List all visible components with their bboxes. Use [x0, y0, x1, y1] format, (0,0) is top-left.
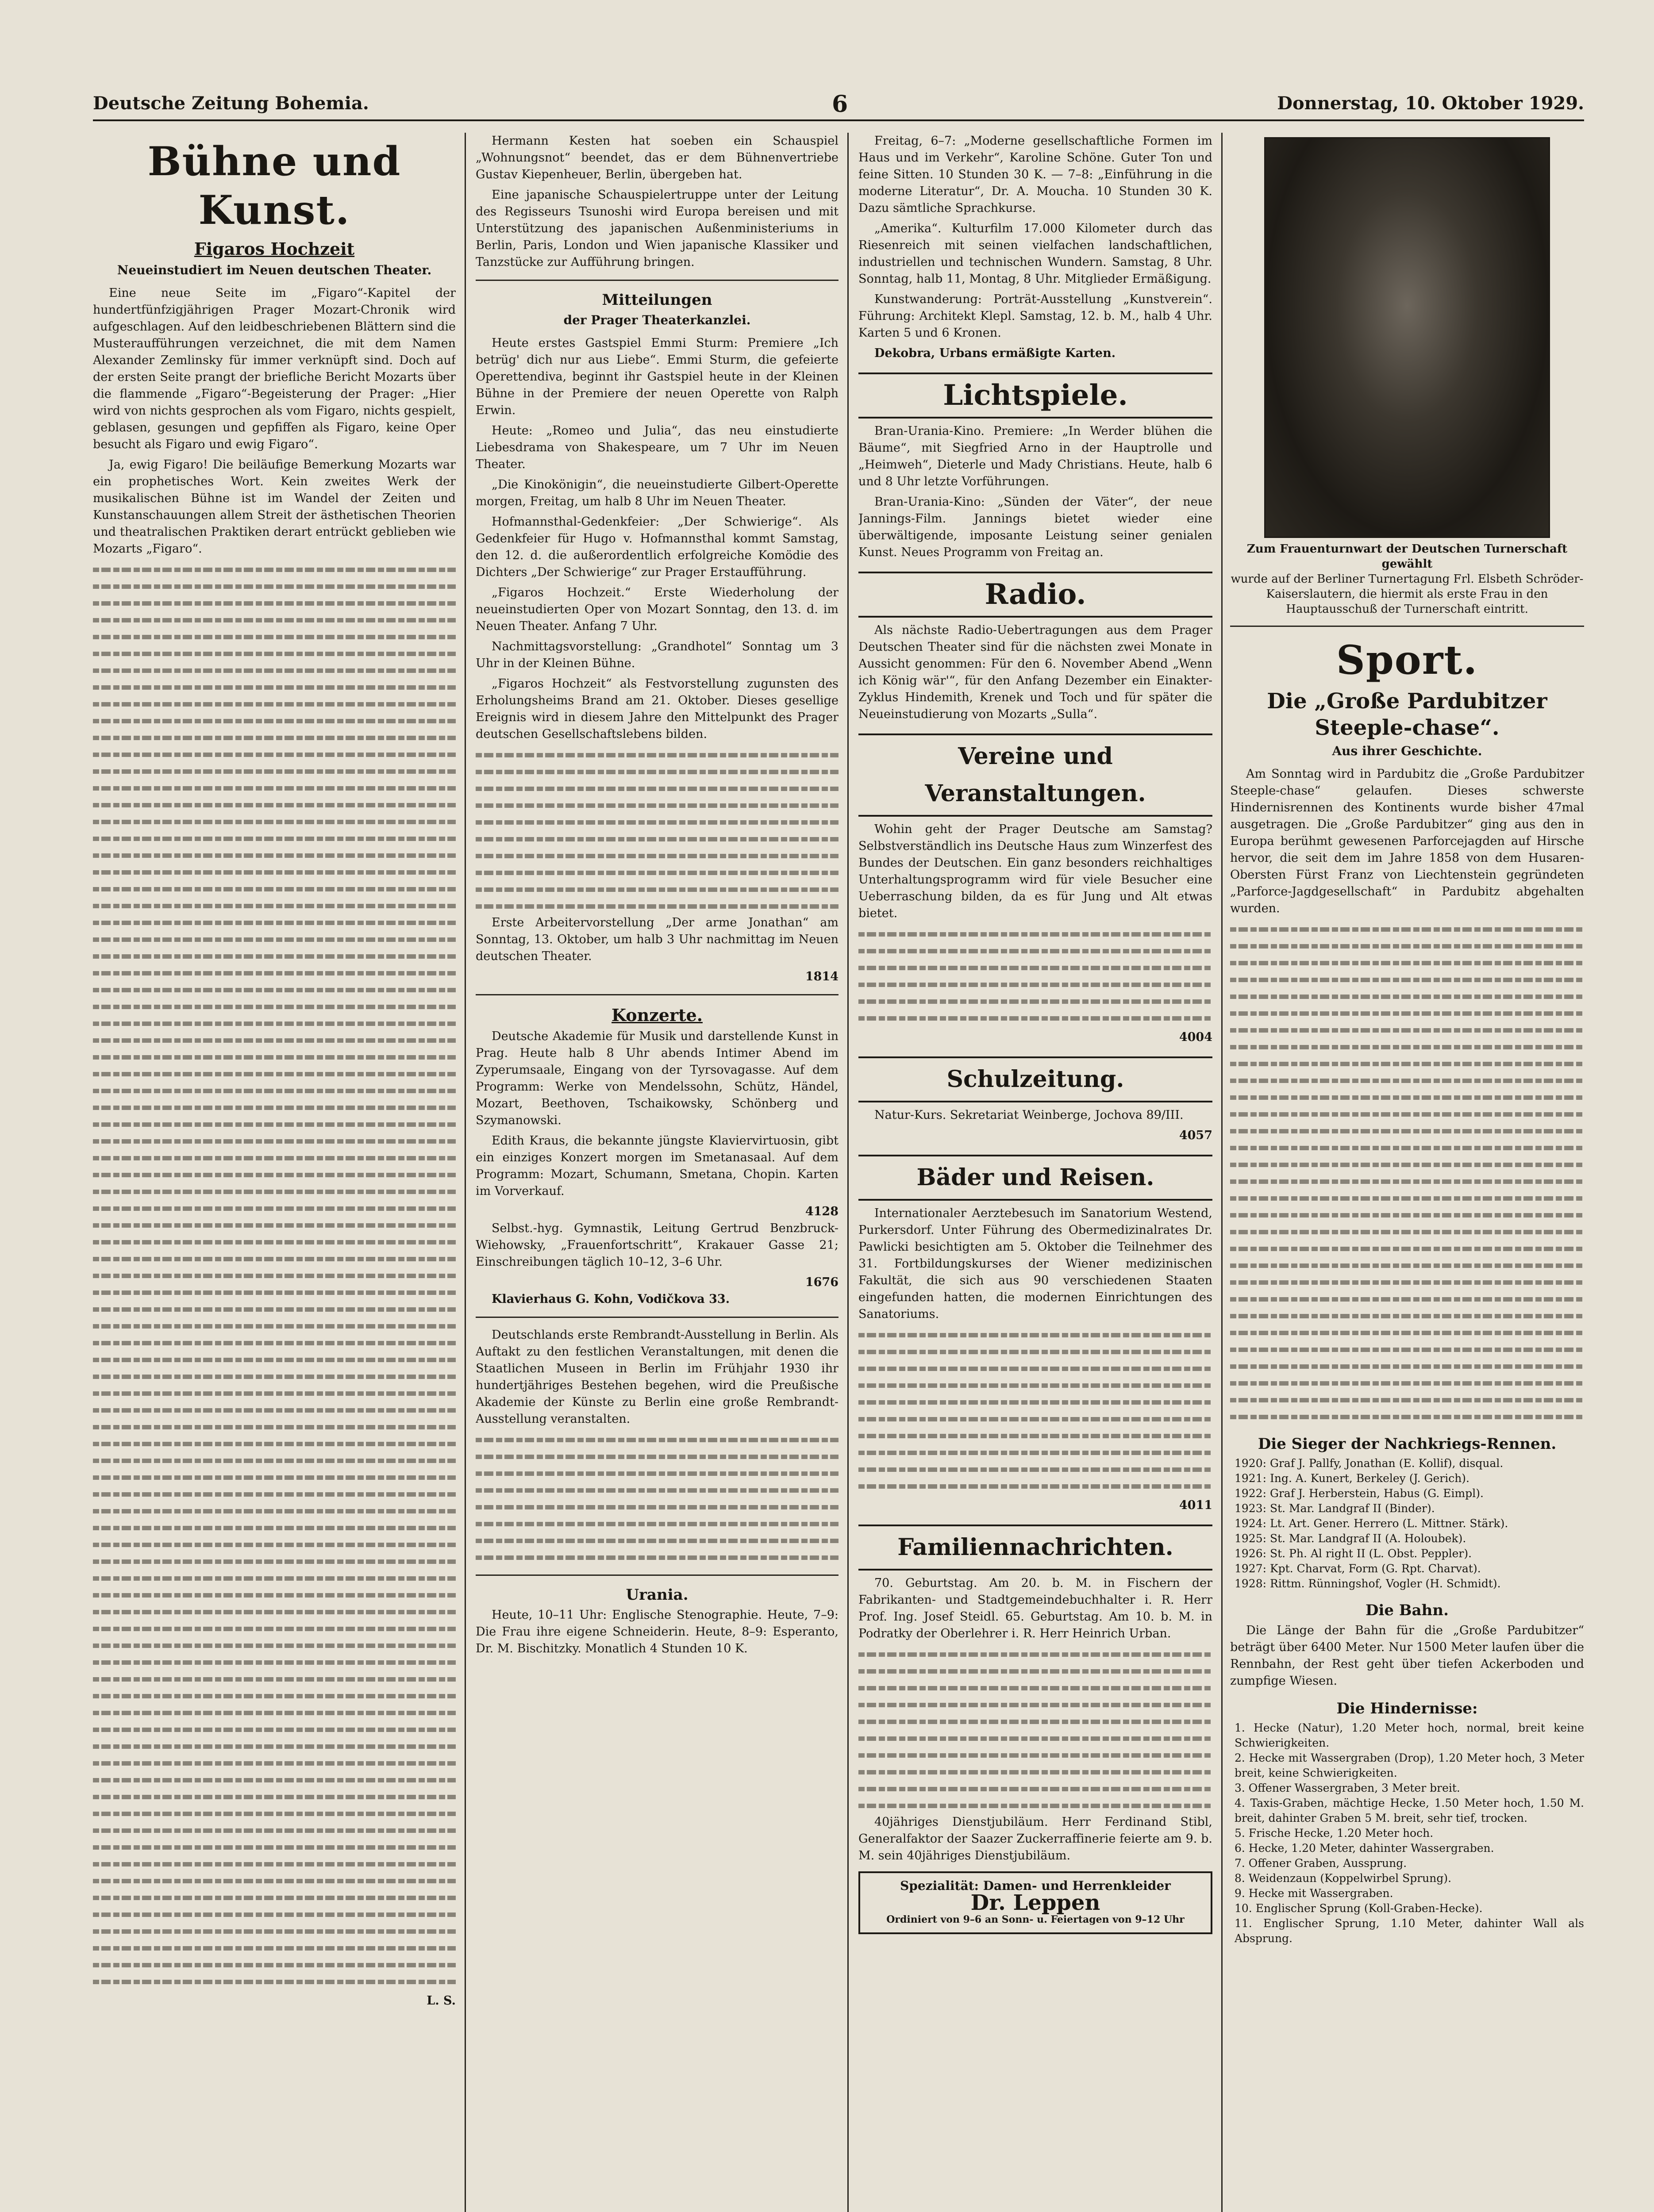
text-line — [476, 1465, 839, 1482]
news-item: Deutsche Akademie für Musik und darstellende Kunst in Prag. Heute halb 8 Uhr abends Intimer Abend im Zyperumsaale, Eingang von der Tyrsovagasse. Auf dem Programm: Werke von Mendelssohn, Schütz, Händel, Mozart, Beethoven, Tschaikowsky, Schönberg und Szymanowski. — [476, 1029, 839, 1127]
text-line — [93, 1385, 456, 1402]
column-sport — [1230, 133, 1584, 2212]
text-line — [93, 1973, 456, 1990]
baeder-title: Bäder und Reisen. — [858, 1155, 1212, 1201]
article-paragraph: Eine neue Seite im „Figaro“-Kapitel der hundertfünfzigjährigen Prager Mozart-Chronik wird aufgeschlagen. Auf den leidbeschriebenen Blättern sind die Musteraufführungen verzeichnet, die mit dem Namen Alexander Zemlinsky für immer verknüpft sind. Doch auf der ersten Seite prangt der briefliche Bericht Mozarts über die flammende „Figaro“-Begeisterung der Prager: „Hier wird von nichts gesprochen als vom Figaro, nichts gespielt, geblasen, gesungen und gepfiffen als Figaro, keine Oper besucht als Figaro und ewig Figaro“. — [93, 286, 456, 451]
text-line — [93, 931, 456, 948]
news-item: Hofmannsthal-Gedenkfeier: „Der Schwierige“. Als Gedenkfeier für Hugo v. Hofmannsthal kommt Samstag, den 12. d. die außerordentlich erfolgreiche Komödie des Dichters „Der Schwierige“ zur Prager Erstaufführung. — [476, 515, 839, 579]
familie-title: Familiennachrichten. — [858, 1525, 1212, 1571]
news-item: Natur-Kurs. Sekretariat Weinberge, Jochova 89/III. — [874, 1108, 1184, 1122]
text-line — [858, 1713, 1212, 1730]
news-item: Kunstwanderung: Porträt-Ausstellung „Kunstverein“. Führung: Architekt Klepl. Samstag, 12. b. M., halb 4 Uhr. Karten 5 und 6 Kronen. — [858, 292, 1212, 340]
text-line — [1230, 1055, 1584, 1072]
text-line — [93, 729, 456, 746]
text-line — [93, 1452, 456, 1469]
text-line — [93, 880, 456, 897]
text-line — [93, 1334, 456, 1351]
news-item: Klavierhaus G. Kohn, Vodičkova 33. — [492, 1292, 730, 1306]
text-line — [858, 926, 1212, 942]
sport-title: Sport. — [1336, 637, 1478, 684]
text-line — [858, 1797, 1212, 1814]
obstacle-entry: 11. Englischer Sprung, 1.10 Meter, dahinter Wall als Absprung. — [1235, 1917, 1584, 1945]
text-line — [93, 897, 456, 914]
vereine-title: Vereine und Veranstaltungen. — [858, 733, 1212, 817]
text-line — [93, 1149, 456, 1166]
text-line — [1230, 1274, 1584, 1290]
text-line — [93, 1704, 456, 1721]
text-line — [93, 1233, 456, 1250]
ad-name: Dr. Leppen — [970, 1890, 1100, 1915]
text-line — [1230, 1005, 1584, 1022]
news-item: Eine japanische Schauspielertruppe unter der Leitung des Regisseurs Tsunoshi wird Europa bereisen und mit Unterstützung des japanischen Außenministeriums in Berlin, Paris, London und Wien japanische Klassiker und Tanzstücke zur Aufführung bringen. — [476, 188, 839, 269]
text-line — [93, 1536, 456, 1553]
text-line — [93, 1939, 456, 1956]
text-line — [1230, 1139, 1584, 1156]
text-line — [1230, 1122, 1584, 1139]
sport-paragraph: Am Sonntag wird in Pardubitz die „Große Pardubitzer Steeple-chase“ gelaufen. Dieses schwerste Hindernisrennen des Kontinents wurde bisher 47mal ausgetragen. Die „Große Pardubitzer“ ging aus den in Europa berühmt gewesenen Parforcejagden auf Hirsche hervor, die seit dem im Jahre 1858 von dem Husaren-Obersten Fürst Franz von Liechtenstein gegründeten „Parforce-Jagdgesellschaft“ in Pardubitz abgehalten wurden. — [1230, 767, 1584, 915]
text-line — [476, 881, 839, 898]
text-line — [1230, 1038, 1584, 1055]
text-line — [1230, 1375, 1584, 1391]
news-item: Bran-Urania-Kino. Premiere: „In Werder blühen die Bäume“, mit Siegfried Arno in der Hauptrolle und „Heimweh“, Dieterle und Mady Christians. Heute, halb 6 und 8 Uhr letzte Vorführungen. — [858, 424, 1212, 488]
text-line — [93, 1872, 456, 1889]
text-line — [93, 964, 456, 981]
text-line — [93, 1099, 456, 1116]
ad-number: 1676 — [805, 1275, 839, 1289]
article-body-continued — [93, 561, 456, 1990]
text-line — [476, 830, 839, 847]
text-line — [93, 1553, 456, 1570]
text-line — [93, 1906, 456, 1923]
text-line — [858, 1010, 1212, 1026]
text-line — [93, 1250, 456, 1267]
text-line — [93, 1486, 456, 1502]
news-item: Nachmittagsvorstellung: „Grandhotel“ Sonntag um 3 Uhr in der Kleinen Bühne. — [476, 640, 839, 670]
text-line — [93, 1771, 456, 1788]
news-item: „Amerika“. Kulturfilm 17.000 Kilometer durch das Riesenreich mit seinen vielfachen landschaftlichen, industriellen und technischen Wundern. Samstag, 8 Uhr. Sonntag, halb 11, Montag, 8 Uhr. Mitglieder Ermäßigung. — [858, 222, 1212, 286]
text-line — [1230, 1022, 1584, 1038]
konzerte-title: Konzerte. — [612, 1005, 703, 1025]
text-line — [1230, 1190, 1584, 1206]
obstacle-entry: 9. Hecke mit Wassergraben. — [1235, 1887, 1393, 1900]
winner-entry: 1926: St. Ph. Al right II (L. Obst. Peppler). — [1235, 1547, 1472, 1560]
text-line — [476, 814, 839, 830]
text-line — [858, 1679, 1212, 1696]
text-line — [476, 1482, 839, 1498]
text-line — [1230, 1307, 1584, 1324]
news-item: Erste Arbeitervorstellung „Der arme Jonathan“ am Sonntag, 13. Oktober, um halb 3 Uhr nachmittag im Neuen deutschen Theater. — [476, 916, 839, 963]
text-line — [93, 1755, 456, 1771]
winners-list — [1230, 1456, 1584, 1591]
text-line — [858, 1326, 1212, 1343]
text-line — [858, 976, 1212, 993]
text-line — [1230, 1391, 1584, 1408]
text-line — [93, 679, 456, 695]
text-line — [1230, 1257, 1584, 1274]
text-line — [93, 830, 456, 847]
radio-title: Radio. — [858, 572, 1212, 618]
column-buehne — [93, 133, 456, 2212]
news-item: Heute erstes Gastspiel Emmi Sturm: Premiere „Ich betrüg' dich nur aus Liebe“. Emmi Sturm, die gefeierte Operettendiva, beginnt ihr Gastspiel heute in der Kleinen Bühne in der Premiere der neuen Operette von Ralph Erwin. — [476, 336, 839, 417]
winner-entry: 1925: St. Mar. Landgraf II (A. Holoubek). — [1235, 1532, 1466, 1545]
text-line — [93, 1418, 456, 1435]
text-line — [1230, 1072, 1584, 1089]
text-line — [93, 914, 456, 931]
text-line — [93, 813, 456, 830]
text-line — [93, 1351, 456, 1368]
photo-caption-title: Zum Frauenturnwart der Deutschen Turnerschaft gewählt — [1246, 542, 1568, 571]
news-item: „Figaros Hochzeit“ als Festvorstellung zugunsten des Erholungsheims Brand am 21. Oktober. Dieses gesellige Ereignis wird in diesem Jahre den Mittelpunkt des Prager deutschen Gesellschaftslebens bilden. — [476, 677, 839, 741]
obstacle-entry: 1. Hecke (Natur), 1.20 Meter hoch, normal, breit keine Schwierigkeiten. — [1235, 1721, 1584, 1749]
obstacle-entry: 2. Hecke mit Wassergraben (Drop), 1.20 Meter hoch, 3 Meter breit, keine Schwierigkeiten. — [1235, 1751, 1584, 1779]
text-line — [476, 797, 839, 814]
text-line — [476, 864, 839, 881]
mitteilungen-subtitle: der Prager Theaterkanzlei. — [563, 313, 751, 327]
text-line — [93, 1015, 456, 1032]
column-rule — [1221, 133, 1223, 2212]
issue-date: Donnerstag, 10. Oktober 1929. — [1277, 93, 1584, 114]
obstacle-entry: 4. Taxis-Graben, mächtige Hecke, 1.50 Meter hoch, 1.50 M. breit, dahinter Graben 5 M. breit, sehr tief, trocken. — [1235, 1797, 1584, 1824]
text-line — [93, 1284, 456, 1301]
hindernisse-list — [1230, 1720, 1584, 1946]
text-line — [93, 1502, 456, 1519]
text-line — [93, 1267, 456, 1284]
text-line — [93, 847, 456, 864]
obstacle-entry: 6. Hecke, 1.20 Meter, dahinter Wassergraben. — [1235, 1842, 1494, 1855]
text-line — [1230, 1223, 1584, 1240]
text-line — [476, 1515, 839, 1532]
text-line — [93, 1956, 456, 1973]
news-body-continued — [476, 746, 839, 914]
page-number: 6 — [832, 91, 848, 118]
text-line — [858, 1478, 1212, 1494]
text-line — [1230, 1173, 1584, 1190]
text-line — [93, 1822, 456, 1839]
text-line — [476, 1532, 839, 1549]
text-line — [93, 1200, 456, 1217]
mitteilungen-title: Mitteilungen — [602, 291, 712, 309]
text-line — [93, 1317, 456, 1334]
news-item: 40jähriges Dienstjubiläum. Herr Ferdinand Stibl, Generalfaktor der Saazer Zuckerraffinerie feierte am 9. b. M. sein 40jähriges Dienstjubiläum. — [858, 1815, 1212, 1863]
text-line — [858, 1696, 1212, 1713]
text-line — [858, 1444, 1212, 1461]
sport-headline: Die „Große Pardubitzer Steeple-chase“. — [1267, 689, 1547, 740]
text-line — [858, 1763, 1212, 1780]
text-line — [1230, 1408, 1584, 1425]
winner-entry: 1921: Ing. A. Kunert, Berkeley (J. Gerich). — [1235, 1472, 1469, 1485]
text-line — [93, 1654, 456, 1671]
obstacle-entry: 7. Offener Graben, Aussprung. — [1235, 1857, 1407, 1870]
news-item: „Die Kinokönigin“, die neueinstudierte Gilbert-Operette morgen, Freitag, um halb 8 Uhr im Neuen Theater. — [476, 478, 839, 508]
urania-title: Urania. — [626, 1586, 689, 1604]
text-line — [93, 1048, 456, 1065]
news-item: 70. Geburtstag. Am 20. b. M. in Fischern der Fabrikanten- und Stadtgemeindebuchhalter i. R. Herr Prof. Ing. Josef Steidl. 65. Geburtstag. Am 10. b. M. in Podratky der Oberlehrer i. R. Herr Heinrich Urban. — [858, 1576, 1212, 1640]
text-line — [93, 712, 456, 729]
ad-number: 4128 — [805, 1205, 839, 1218]
text-line — [93, 981, 456, 998]
text-line — [93, 1671, 456, 1687]
text-line — [1230, 1240, 1584, 1257]
schulzeitung-title: Schulzeitung. — [858, 1056, 1212, 1102]
column-rule — [847, 133, 849, 2212]
text-line — [93, 1586, 456, 1603]
news-body-continued — [858, 926, 1212, 1026]
text-line — [858, 1427, 1212, 1444]
text-line — [93, 796, 456, 813]
news-item: Hermann Kesten hat soeben ein Schauspiel „Wohnungsnot“ beendet, das er dem Bühnenvertriebe Gustav Kiepenheuer, Berlin, übergeben hat. — [476, 134, 839, 181]
text-line — [93, 595, 456, 611]
section-title: Bühne und Kunst. — [147, 138, 401, 234]
text-line — [93, 1570, 456, 1586]
news-item: Freitag, 6–7: „Moderne gesellschaftliche Formen im Haus und im Verkehr“, Karoline Schöne. Guter Ton und feine Sitten. 10 Stunden 30 K. — 7–8: „Einführung in die moderne Literatur“, Dr. A. Moucha. 10 Stunden 30 K. Dazu sämtliche Sprachkurse. — [858, 134, 1212, 215]
text-line — [93, 998, 456, 1015]
ad-number: 1814 — [805, 970, 839, 983]
news-item: Wohin geht der Prager Deutsche am Samstag? Selbstverständlich ins Deutsche Haus zum Winzerfest des Bundes der Deutschen. Ein ganz besonders reichhaltiges Unterhaltungsprogramm wird für viele Besucher eine Ueberraschung bilden, da es für Jung und Alt etwas bietet. — [858, 822, 1212, 920]
text-line — [93, 948, 456, 964]
text-line — [93, 1217, 456, 1233]
text-line — [858, 1360, 1212, 1377]
text-line — [93, 780, 456, 796]
news-body-continued — [476, 1431, 839, 1566]
text-line — [93, 1855, 456, 1872]
text-line — [476, 746, 839, 763]
winner-entry: 1922: Graf J. Herberstein, Habus (G. Eimpl). — [1235, 1487, 1484, 1500]
sport-subtitle: Aus ihrer Geschichte. — [1332, 744, 1482, 758]
text-line — [93, 1721, 456, 1738]
text-line — [93, 1065, 456, 1082]
advertisement — [858, 1871, 1212, 1934]
winner-entry: 1928: Rittm. Rünningshof, Vogler (H. Schmidt). — [1235, 1577, 1501, 1590]
text-line — [93, 1687, 456, 1704]
article-paragraph: Ja, ewig Figaro! Die beiläufige Bemerkung Mozarts war ein prophetisches Wort. Kein zweites Werk der musikalischen Bühne ist im Wandel der Zeiten und Kunstanschauungen allem Streit der ästhetischen Theorien und theatralischen Praktiken derart entrückt geblieben wie Mozarts „Figaro“. — [93, 458, 456, 556]
portrait-photo — [1264, 137, 1550, 538]
text-line — [93, 561, 456, 578]
text-line — [93, 1805, 456, 1822]
text-line — [858, 959, 1212, 976]
text-line — [476, 1448, 839, 1465]
sport-body-continued — [1230, 921, 1584, 1425]
obstacle-entry: 3. Offener Wassergraben, 3 Meter breit. — [1235, 1782, 1460, 1794]
text-line — [93, 1133, 456, 1149]
ad-number: 4011 — [1179, 1498, 1212, 1512]
text-line — [1230, 1324, 1584, 1341]
divider — [476, 994, 839, 995]
text-line — [93, 1788, 456, 1805]
ad-hours: Ordiniert von 9–6 an Sonn- u. Feiertagen von 9–12 Uhr — [886, 1914, 1185, 1925]
news-item: Deutschlands erste Rembrandt-Ausstellung in Berlin. Als Auftakt zu den festlichen Veranstaltungen, mit denen die Staatlichen Museen in Berlin im Frühjahr 1930 ihr hundertjähriges Bestehen begehen, wird die Preußische Akademie der Künste zu Berlin eine große Rembrandt-Ausstellung veranstalten. — [476, 1328, 839, 1426]
text-line — [858, 1646, 1212, 1663]
photo-caption-text: wurde auf der Berliner Turnertagung Frl. Elsbeth Schröder-Kaiserslautern, die hiermit als erste Frau in den Hauptausschuß der Turnerschaft eintritt. — [1231, 572, 1584, 616]
text-line — [476, 1549, 839, 1566]
text-line — [858, 1394, 1212, 1410]
news-item: Als nächste Radio-Uebertragungen aus dem Prager Deutschen Theater sind für die nächsten zwei Monate in Aussicht genommen: Für den 6. November Abend „Wenn ich König wär'“, für den Anfang Dezember ein Einakter-Zyklus Hindemith, Krenek und Toch und für später die Neueinstudierung von Mozarts „Sulla“. — [858, 623, 1212, 721]
text-line — [858, 1343, 1212, 1360]
winners-title: Die Sieger der Nachkriegs-Rennen. — [1258, 1435, 1557, 1453]
text-line — [858, 1377, 1212, 1394]
header-rule — [93, 119, 1584, 121]
text-line — [1230, 1106, 1584, 1122]
obstacle-entry: 5. Frische Hecke, 1.20 Meter hoch. — [1235, 1827, 1434, 1839]
column-rule — [465, 133, 466, 2212]
text-line — [1230, 921, 1584, 937]
text-line — [476, 898, 839, 914]
text-line — [93, 1603, 456, 1620]
text-line — [476, 1498, 839, 1515]
text-line — [93, 662, 456, 679]
text-line — [93, 611, 456, 628]
text-line — [476, 780, 839, 797]
column-veranstaltungen — [858, 133, 1212, 2212]
bahn-title: Die Bahn. — [1366, 1601, 1449, 1619]
text-line — [858, 1747, 1212, 1763]
text-line — [858, 1410, 1212, 1427]
text-line — [93, 1116, 456, 1133]
text-line — [1230, 971, 1584, 988]
text-line — [858, 1461, 1212, 1478]
author-signature: L. S. — [427, 1994, 456, 2008]
text-line — [93, 1402, 456, 1418]
text-line — [1230, 1156, 1584, 1173]
text-line — [858, 993, 1212, 1010]
ad-number: 4004 — [1179, 1030, 1212, 1044]
bahn-text: Die Länge der Bahn für die „Große Pardubitzer“ beträgt über 6400 Meter. Nur 1500 Meter laufen über die Rennbahn, der Rest geht über tiefen Ackerboden und zumpfige Wiesen. — [1230, 1624, 1584, 1688]
text-line — [93, 1620, 456, 1637]
text-line — [93, 1166, 456, 1183]
news-item: Bran-Urania-Kino: „Sünden der Väter“, der neue Jannings-Film. Jannings bietet wieder eine überwältigende, imposante Leistung seiner genialen Kunst. Neues Programm von Freitag an. — [858, 495, 1212, 559]
divider — [476, 280, 839, 281]
hindernisse-title: Die Hindernisse: — [1336, 1700, 1478, 1717]
text-line — [858, 1780, 1212, 1797]
ad-text: Spezialität: Damen- und Herrenkleider — [900, 1878, 1171, 1893]
lichtspiele-title: Lichtspiele. — [858, 373, 1212, 419]
paper-name: Deutsche Zeitung Bohemia. — [93, 93, 369, 114]
obstacle-entry: 10. Englischer Sprung (Koll-Graben-Hecke). — [1235, 1902, 1483, 1915]
news-item: Dekobra, Urbans ermäßigte Karten. — [874, 346, 1116, 360]
news-item: Heute: „Romeo und Julia“, das neu einstudierte Liebesdrama von Shakespeare, um 7 Uhr im Neuen Theater. — [476, 424, 839, 471]
news-body-continued — [858, 1326, 1212, 1494]
text-line — [1230, 988, 1584, 1005]
text-line — [93, 1435, 456, 1452]
text-line — [93, 746, 456, 763]
text-line — [1230, 1089, 1584, 1106]
text-line — [1230, 1358, 1584, 1375]
obstacle-entry: 8. Weidenzaun (Koppelwirbel Sprung). — [1235, 1872, 1452, 1885]
column-theater — [476, 133, 839, 2212]
text-line — [93, 1368, 456, 1385]
text-line — [93, 1519, 456, 1536]
winner-entry: 1920: Graf J. Pallfy, Jonathan (E. Kollif), disqual. — [1235, 1457, 1504, 1470]
text-line — [1230, 1290, 1584, 1307]
winner-entry: 1923: St. Mar. Landgraf II (Binder). — [1235, 1502, 1435, 1515]
winner-entry: 1927: Kpt. Charvat, Form (G. Rpt. Charvat). — [1235, 1562, 1481, 1575]
text-line — [858, 942, 1212, 959]
news-item: Heute, 10–11 Uhr: Englische Stenographie. Heute, 7–9: Die Frau ihre eigene Schneiderin. Heute, 8–9: Esperanto, Dr. M. Bischitzky. Monatlich 4 Stunden 10 K. — [476, 1608, 839, 1655]
article-subtitle: Neueinstudiert im Neuen deutschen Theater. — [117, 263, 432, 277]
text-line — [858, 1730, 1212, 1747]
divider — [476, 1575, 839, 1576]
text-line — [93, 1301, 456, 1317]
text-line — [93, 1889, 456, 1906]
text-line — [93, 1032, 456, 1048]
page-header — [93, 88, 1584, 119]
article-title: Figaros Hochzeit — [194, 239, 355, 259]
text-line — [858, 1663, 1212, 1679]
text-line — [93, 1469, 456, 1486]
text-line — [93, 864, 456, 880]
divider — [476, 1317, 839, 1318]
news-item: Selbst.-hyg. Gymnastik, Leitung Gertrud Benzbruck-Wiehowsky, „Frauenfortschritt“, Krakauer Gasse 21; Einschreibungen täglich 10–12, 3–6 Uhr. — [476, 1221, 839, 1269]
text-line — [93, 695, 456, 712]
divider — [1230, 626, 1584, 627]
text-line — [93, 1637, 456, 1654]
text-line — [93, 645, 456, 662]
news-item: Edith Kraus, die bekannte jüngste Klaviervirtuosin, gibt ein einziges Konzert morgen im Smetanasaal. Auf dem Programm: Mozart, Schumann, Smetana, Chopin. Karten im Vorverkauf. — [476, 1134, 839, 1198]
text-line — [1230, 1206, 1584, 1223]
text-line — [93, 1082, 456, 1099]
text-line — [93, 763, 456, 780]
text-line — [476, 1431, 839, 1448]
text-line — [93, 628, 456, 645]
text-line — [93, 1183, 456, 1200]
ad-number: 4057 — [1179, 1129, 1212, 1142]
text-line — [93, 1923, 456, 1939]
text-line — [1230, 937, 1584, 954]
text-line — [93, 1738, 456, 1755]
news-item: „Figaros Hochzeit.“ Erste Wiederholung der neueinstudierten Oper von Mozart Sonntag, den 13. d. im Neuen Theater. Anfang 7 Uhr. — [476, 586, 839, 633]
text-line — [1230, 1341, 1584, 1358]
text-line — [93, 578, 456, 595]
winner-entry: 1924: Lt. Art. Gener. Herrero (L. Mittner. Stärk). — [1235, 1517, 1508, 1530]
text-line — [476, 847, 839, 864]
news-item: Internationaler Aerztebesuch im Sanatorium Westend, Purkersdorf. Unter Führung des Obermedizinalrates Dr. Pawlicki besichtigten am 5. Oktober die Teilnehmer des 31. Fortbildungskurses der Wiener medizinischen Fakultät, die sich aus 90 verschiedenen Staaten eingefunden hatten, die modernen Einrichtungen des Sanatoriums. — [858, 1206, 1212, 1321]
news-body-continued — [858, 1646, 1212, 1814]
text-line — [476, 763, 839, 780]
text-line — [93, 1839, 456, 1855]
text-line — [1230, 954, 1584, 971]
